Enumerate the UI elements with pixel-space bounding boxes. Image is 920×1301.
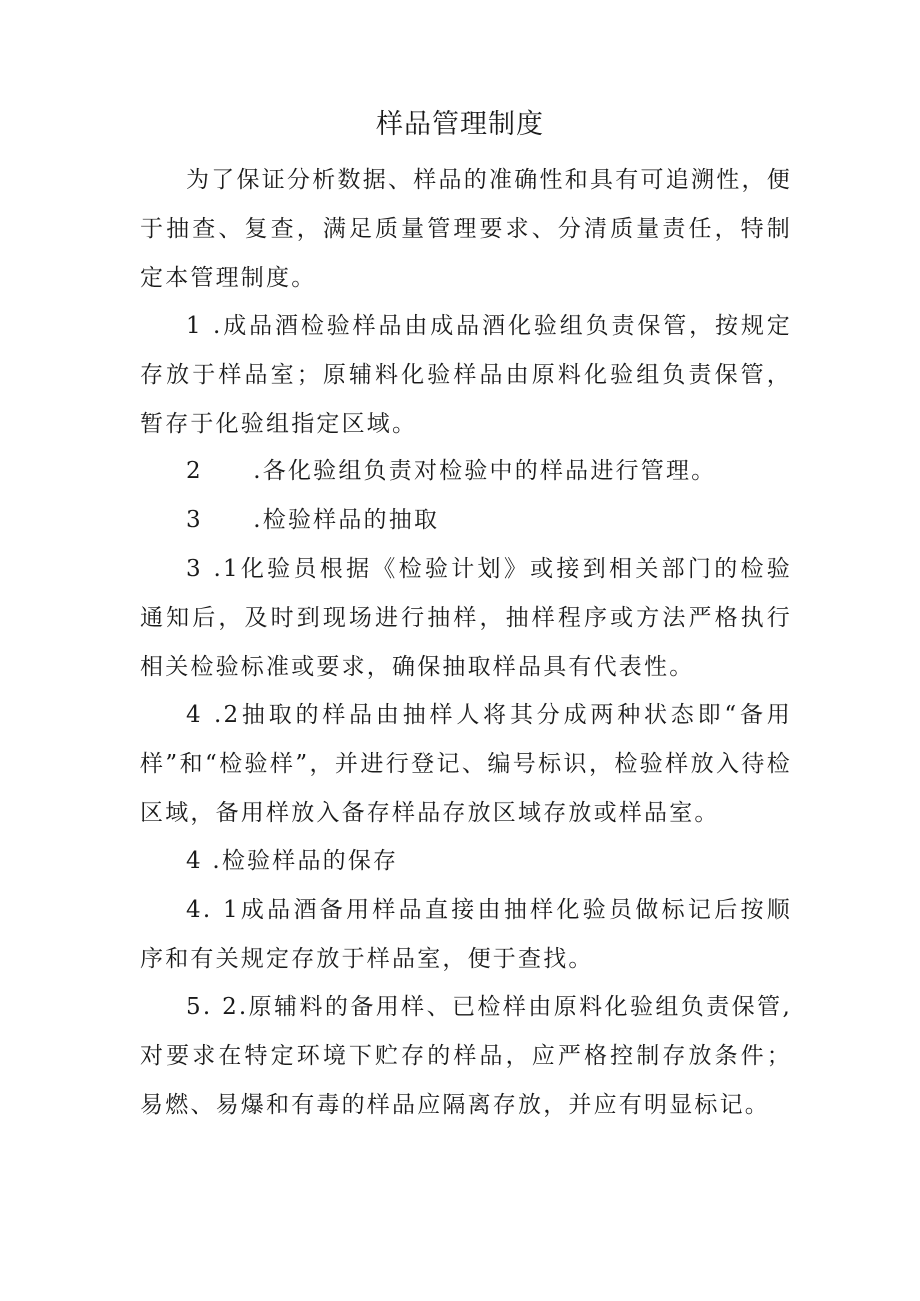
paragraph-3-1: 3 .1化验员根据《检验计划》或接到相关部门的检验通知后，及时到现场进行抽样，抽样程序或方法严格执行相关检验标准或要求，确保抽取样品具有代表性。 [140, 556, 792, 680]
paragraph-5-2: 5. 2.原辅料的备用样、已检样由原料化验组负责保管,对要求在特定环境下贮存的样品，应严格控制存放条件；易燃、易爆和有毒的样品应隔离存放，并应有明显标记。 [140, 994, 792, 1118]
paragraph-intro: 为了保证分析数据、样品的准确性和具有可追溯性，便于抽查、复查，满足质量管理要求、分清质量责任，特制定本管理制度。 [140, 167, 792, 291]
document-title: 样品管理制度 [376, 109, 544, 140]
paragraph-4-1: 4. 1成品酒备用样品直接由抽样化验员做标记后按顺序和有关规定存放于样品室，便于查找。 [140, 897, 792, 972]
paragraph-2: 2 .各化验组负责对检验中的样品进行管理。 [186, 458, 717, 484]
paragraph-4-2: 4 .2抽取的样品由抽样人将其分成两种状态即“备用样”和“检验样”，并进行登记、编号标识，检验样放入待检区域，备用样放入备存样品存放区域存放或样品室。 [140, 702, 792, 826]
paragraph-1: 1 .成品酒检验样品由成品酒化验组负责保管，按规定存放于样品室；原辅料化验样品由原料化验组负责保管，暂存于化验组指定区域。 [140, 313, 792, 437]
paragraph-3: 3 .检验样品的抽取 [186, 507, 440, 533]
paragraph-4: 4 .检验样品的保存 [186, 848, 399, 874]
